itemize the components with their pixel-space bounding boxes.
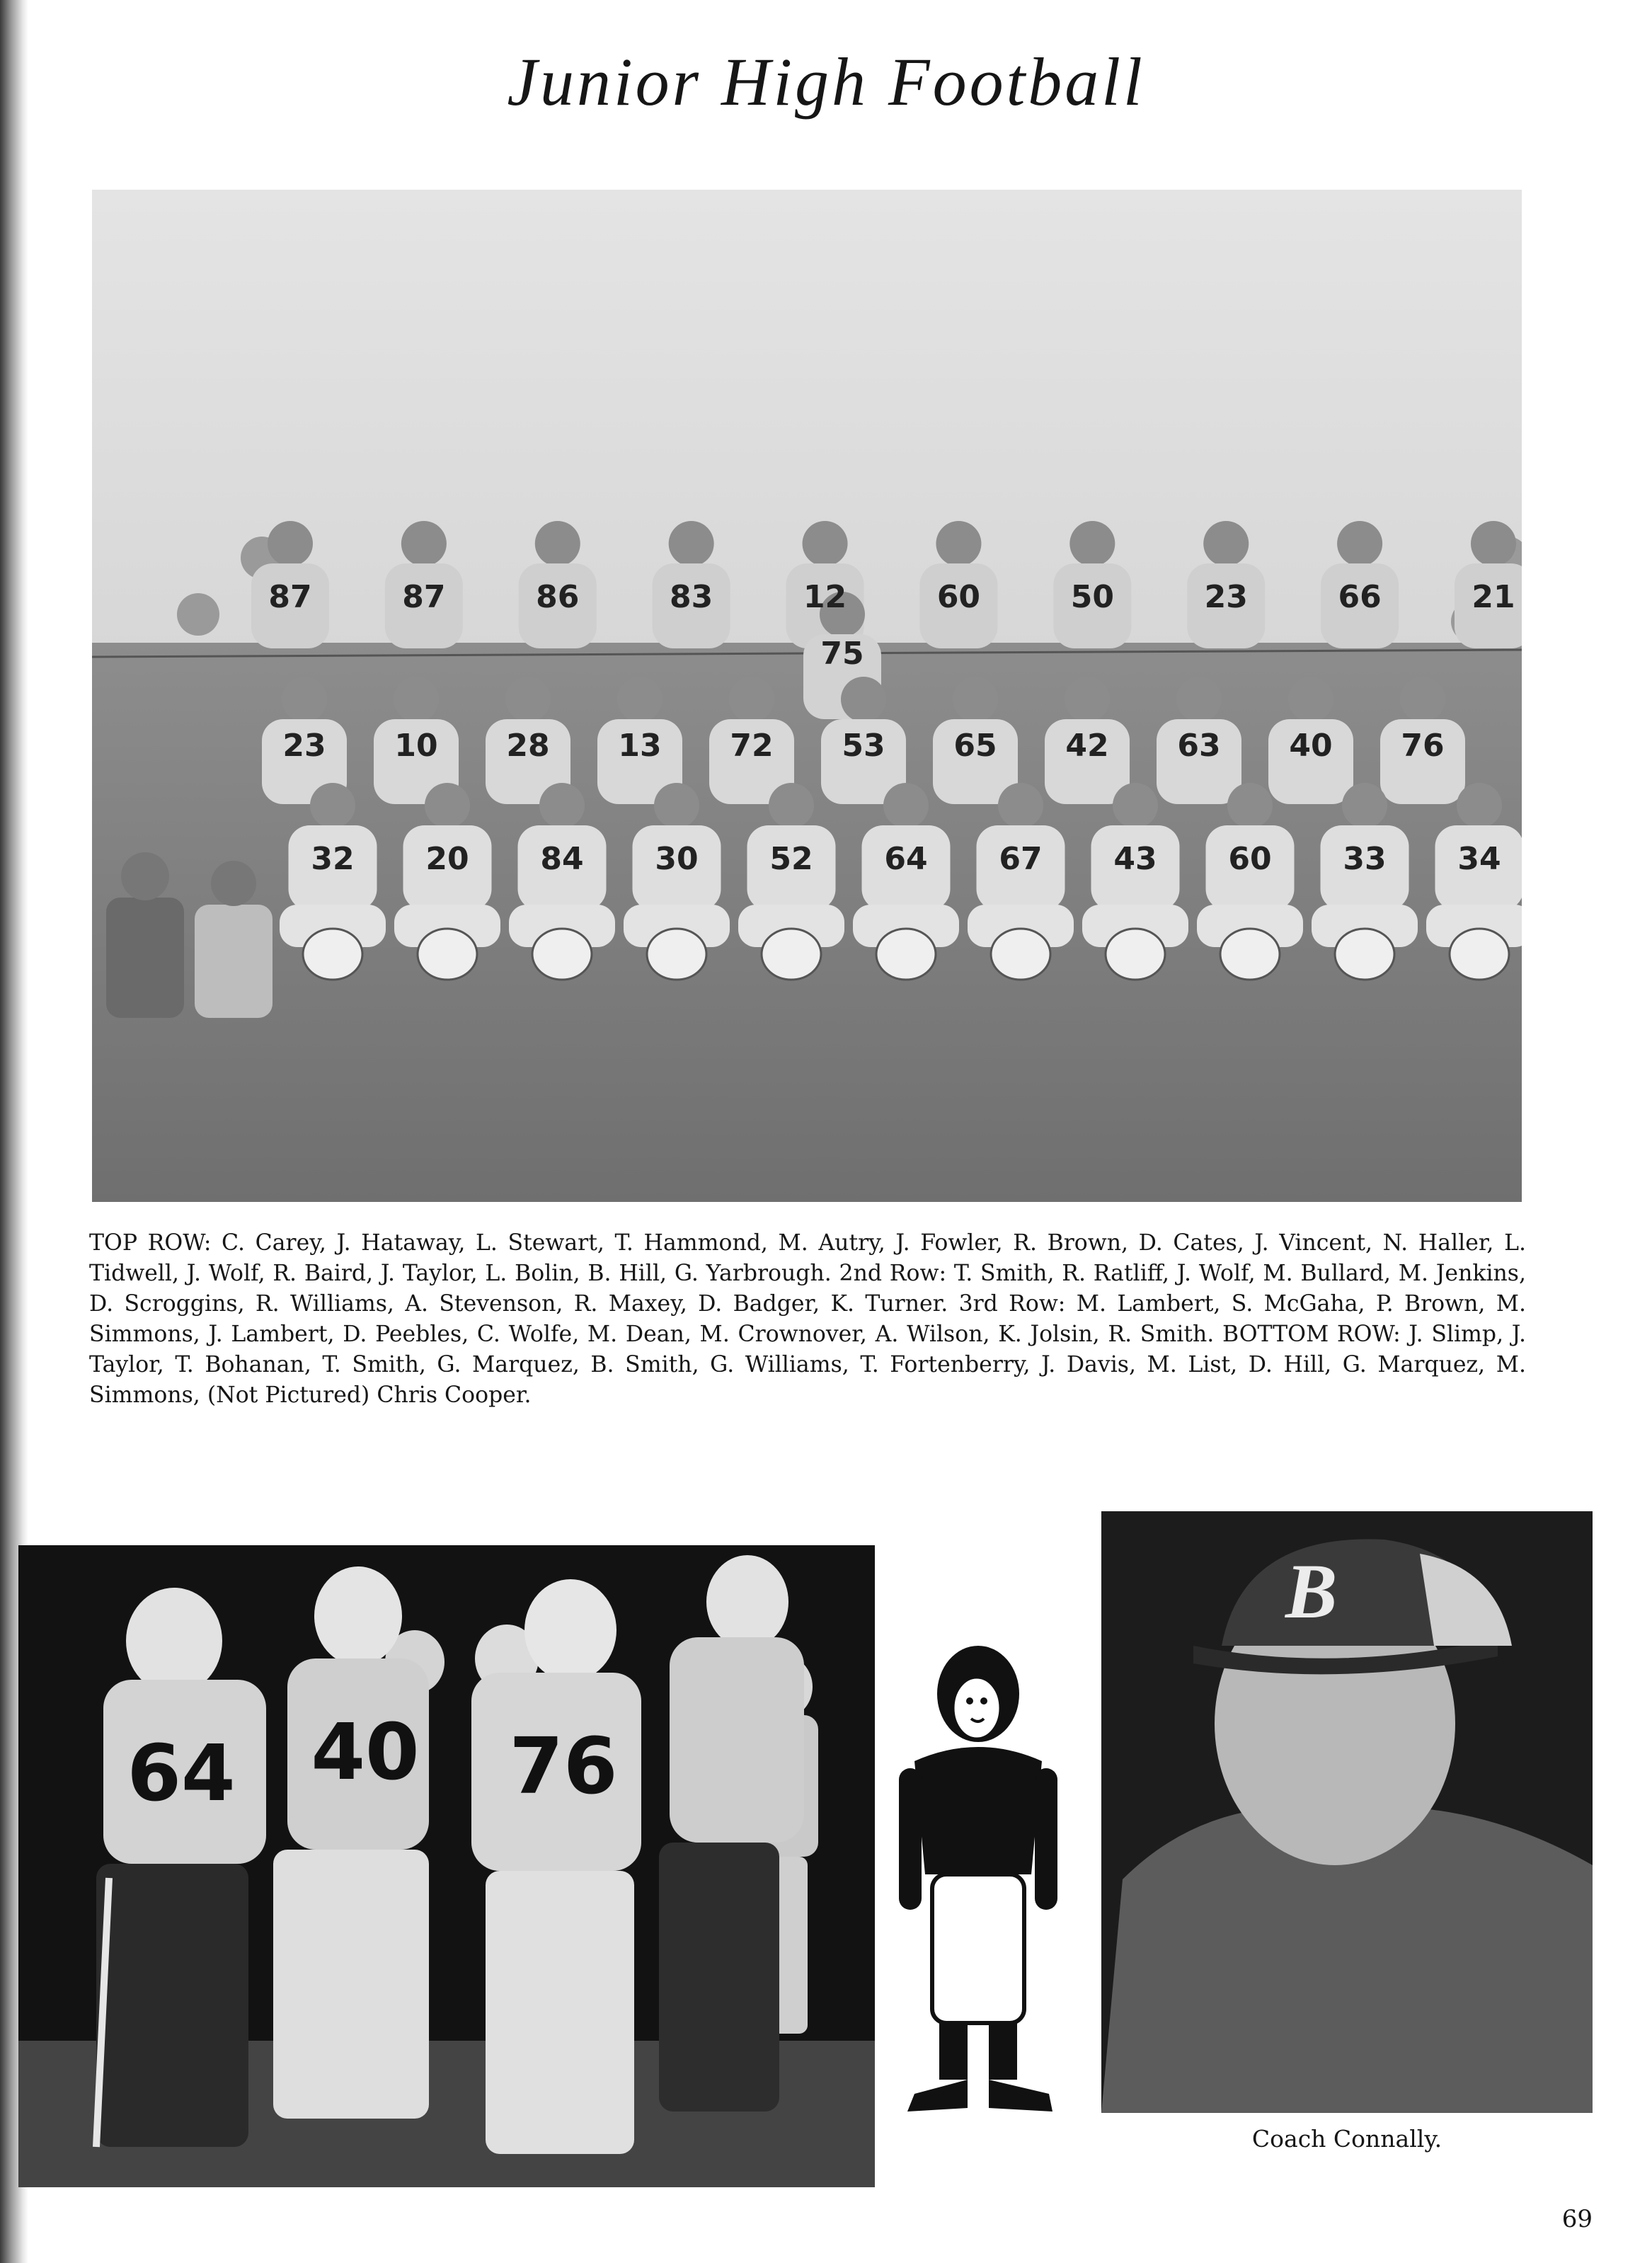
jersey-number: 53 bbox=[842, 728, 885, 764]
player-head bbox=[1203, 521, 1249, 566]
jersey-number: 23 bbox=[282, 728, 326, 764]
jersey-number: 13 bbox=[618, 728, 662, 764]
player-head bbox=[669, 521, 714, 566]
player-head bbox=[953, 677, 998, 722]
jersey-number: 64 bbox=[884, 841, 928, 877]
jersey-number: 21 bbox=[1472, 579, 1515, 615]
sideline-photo-illustration bbox=[18, 1545, 875, 2187]
jersey-number: 87 bbox=[268, 579, 312, 615]
player-head bbox=[177, 593, 219, 636]
player-head bbox=[268, 521, 313, 566]
mascot-leg-right bbox=[989, 2023, 1017, 2080]
player-head bbox=[310, 783, 355, 828]
player-head bbox=[883, 783, 929, 828]
jersey-number: 23 bbox=[1204, 579, 1248, 615]
helmet bbox=[524, 1579, 616, 1681]
mascot-leg-left bbox=[939, 2023, 968, 2080]
sideline-jersey-number: 76 bbox=[509, 1721, 618, 1811]
jersey-number: 33 bbox=[1343, 841, 1387, 877]
jersey-number: 76 bbox=[1401, 728, 1445, 764]
player-head bbox=[1471, 521, 1516, 566]
player-head bbox=[535, 521, 580, 566]
mascot-shoe-left bbox=[907, 2080, 968, 2112]
helmet-on-ground bbox=[303, 929, 362, 980]
player-head bbox=[1176, 677, 1222, 722]
coach-photo-illustration bbox=[1101, 1511, 1593, 2113]
player-head bbox=[617, 677, 662, 722]
jersey-number: 50 bbox=[1070, 579, 1114, 615]
helmet-on-ground bbox=[647, 929, 706, 980]
player-head bbox=[1457, 783, 1502, 828]
player-head bbox=[1342, 783, 1387, 828]
helmet-on-ground bbox=[1450, 929, 1509, 980]
mascot-pants bbox=[932, 1874, 1024, 2023]
pants bbox=[486, 1871, 634, 2154]
pants bbox=[659, 1843, 779, 2112]
jersey-number: 75 bbox=[820, 636, 864, 672]
mascot-drawing bbox=[893, 1641, 1063, 2122]
player-head bbox=[425, 783, 470, 828]
player-head bbox=[394, 677, 439, 722]
jersey-number: 30 bbox=[655, 841, 699, 877]
player-head bbox=[1113, 783, 1158, 828]
jersey-number: 66 bbox=[1338, 579, 1382, 615]
helmet-on-ground bbox=[762, 929, 821, 980]
coach-portrait-photo bbox=[1101, 1511, 1593, 2113]
jersey-number: 12 bbox=[803, 579, 847, 615]
mascot-eye bbox=[980, 1697, 987, 1705]
jersey-number: 32 bbox=[311, 841, 355, 877]
coach-caption: Coach Connally. bbox=[1251, 2125, 1442, 2153]
player-head bbox=[803, 521, 848, 566]
mascot-arm-right bbox=[1035, 1768, 1057, 1910]
team-photo-illustration bbox=[92, 190, 1522, 1202]
jersey-number: 28 bbox=[506, 728, 550, 764]
player-head bbox=[539, 783, 585, 828]
mascot-shoe-right bbox=[989, 2080, 1052, 2112]
helmet-on-ground bbox=[1335, 929, 1394, 980]
helmet bbox=[314, 1566, 402, 1666]
sideline-jersey-number: 64 bbox=[127, 1728, 236, 1818]
helmet-on-ground bbox=[532, 929, 592, 980]
player-head bbox=[1065, 677, 1110, 722]
jersey-number: 42 bbox=[1065, 728, 1109, 764]
jersey-number: 86 bbox=[536, 579, 580, 615]
pants bbox=[96, 1864, 248, 2147]
mascot-eye bbox=[966, 1697, 973, 1705]
jersey-number: 84 bbox=[540, 841, 584, 877]
cartoon-football-player-drawing bbox=[893, 1641, 1063, 2122]
mascot-arm-left bbox=[899, 1768, 922, 1910]
helmet-on-ground bbox=[1220, 929, 1280, 980]
sideline-jersey-number: 40 bbox=[311, 1707, 420, 1797]
team-photo-caption: TOP ROW: C. Carey, J. Hataway, L. Stewart, T. Hammond, M. Autry, J. Fowler, R. Brown, D. Cates, J. Vincent, N. Haller, L. Tidwell, J. Wolf, R. Baird, J. Taylor, L. Bolin, B. Hill, G. Yarbrough. 2nd Row: T. Smith, R. Ratliff, J. Wolf, M. Bullard, M. Jenkins, D. Scroggins, R. Williams, A. Stevenson, R. Maxey, D. Badger, K. Turner. 3rd Row: M. Lambert, S. McGaha, P. Brown, M. Simmons, J. Lambert, D. Peebles, C. Wolfe, M. Dean, M. Crownover, A. Wilson, K. Jolsin, R. Smith. BOTTOM ROW: J. Slimp, J. Taylor, T. Bohanan, T. Smith, G. Marquez, B. Smith, G. Williams, T. Fortenberry, J. Davis, M. List, D. Hill, G. Marquez, M. Simmons, (Not Pictured) Chris Cooper. bbox=[89, 1230, 1526, 1408]
team-group-photo bbox=[92, 190, 1522, 1202]
page-title: Junior High Football bbox=[507, 44, 1145, 120]
jersey-number: 43 bbox=[1113, 841, 1157, 877]
helmet-on-ground bbox=[418, 929, 477, 980]
jersey-number: 40 bbox=[1289, 728, 1333, 764]
jersey-number: 60 bbox=[1228, 841, 1272, 877]
player-head bbox=[282, 677, 327, 722]
player-head bbox=[211, 861, 256, 906]
player-head bbox=[121, 852, 169, 900]
jersey bbox=[670, 1637, 804, 1843]
player-head bbox=[729, 677, 774, 722]
player-head bbox=[401, 521, 447, 566]
player-head bbox=[1400, 677, 1445, 722]
player-head bbox=[936, 521, 981, 566]
cap-letter: B bbox=[1285, 1548, 1338, 1634]
helmet bbox=[706, 1555, 788, 1649]
jersey-number: 63 bbox=[1177, 728, 1221, 764]
helmet bbox=[126, 1588, 222, 1694]
player-head bbox=[654, 783, 699, 828]
jersey-number: 87 bbox=[402, 579, 446, 615]
player-head bbox=[1288, 677, 1333, 722]
mascot-face bbox=[953, 1677, 1001, 1739]
player-head bbox=[1227, 783, 1273, 828]
jersey-number: 83 bbox=[670, 579, 713, 615]
helmet-on-ground bbox=[876, 929, 936, 980]
jersey-number: 65 bbox=[953, 728, 997, 764]
helmet-on-ground bbox=[991, 929, 1050, 980]
jersey-number: 52 bbox=[769, 841, 813, 877]
casual-player bbox=[106, 898, 184, 1018]
jersey-number: 10 bbox=[394, 728, 438, 764]
jersey-number: 20 bbox=[425, 841, 469, 877]
jersey-number: 60 bbox=[936, 579, 981, 615]
player-head bbox=[1337, 521, 1382, 566]
page-number: 69 bbox=[1561, 2205, 1593, 2233]
striped-shirt-player bbox=[195, 905, 273, 1018]
player-head bbox=[998, 783, 1043, 828]
jersey-number: 67 bbox=[999, 841, 1043, 877]
player-head bbox=[505, 677, 551, 722]
pants bbox=[273, 1850, 429, 2119]
player-head bbox=[841, 677, 886, 722]
mascot-jersey bbox=[914, 1747, 1042, 1874]
player-head bbox=[1069, 521, 1115, 566]
player-head bbox=[769, 783, 814, 828]
sideline-players-photo bbox=[18, 1545, 875, 2187]
jersey-number: 72 bbox=[730, 728, 774, 764]
helmet-on-ground bbox=[1106, 929, 1165, 980]
jersey-number: 34 bbox=[1457, 841, 1501, 877]
